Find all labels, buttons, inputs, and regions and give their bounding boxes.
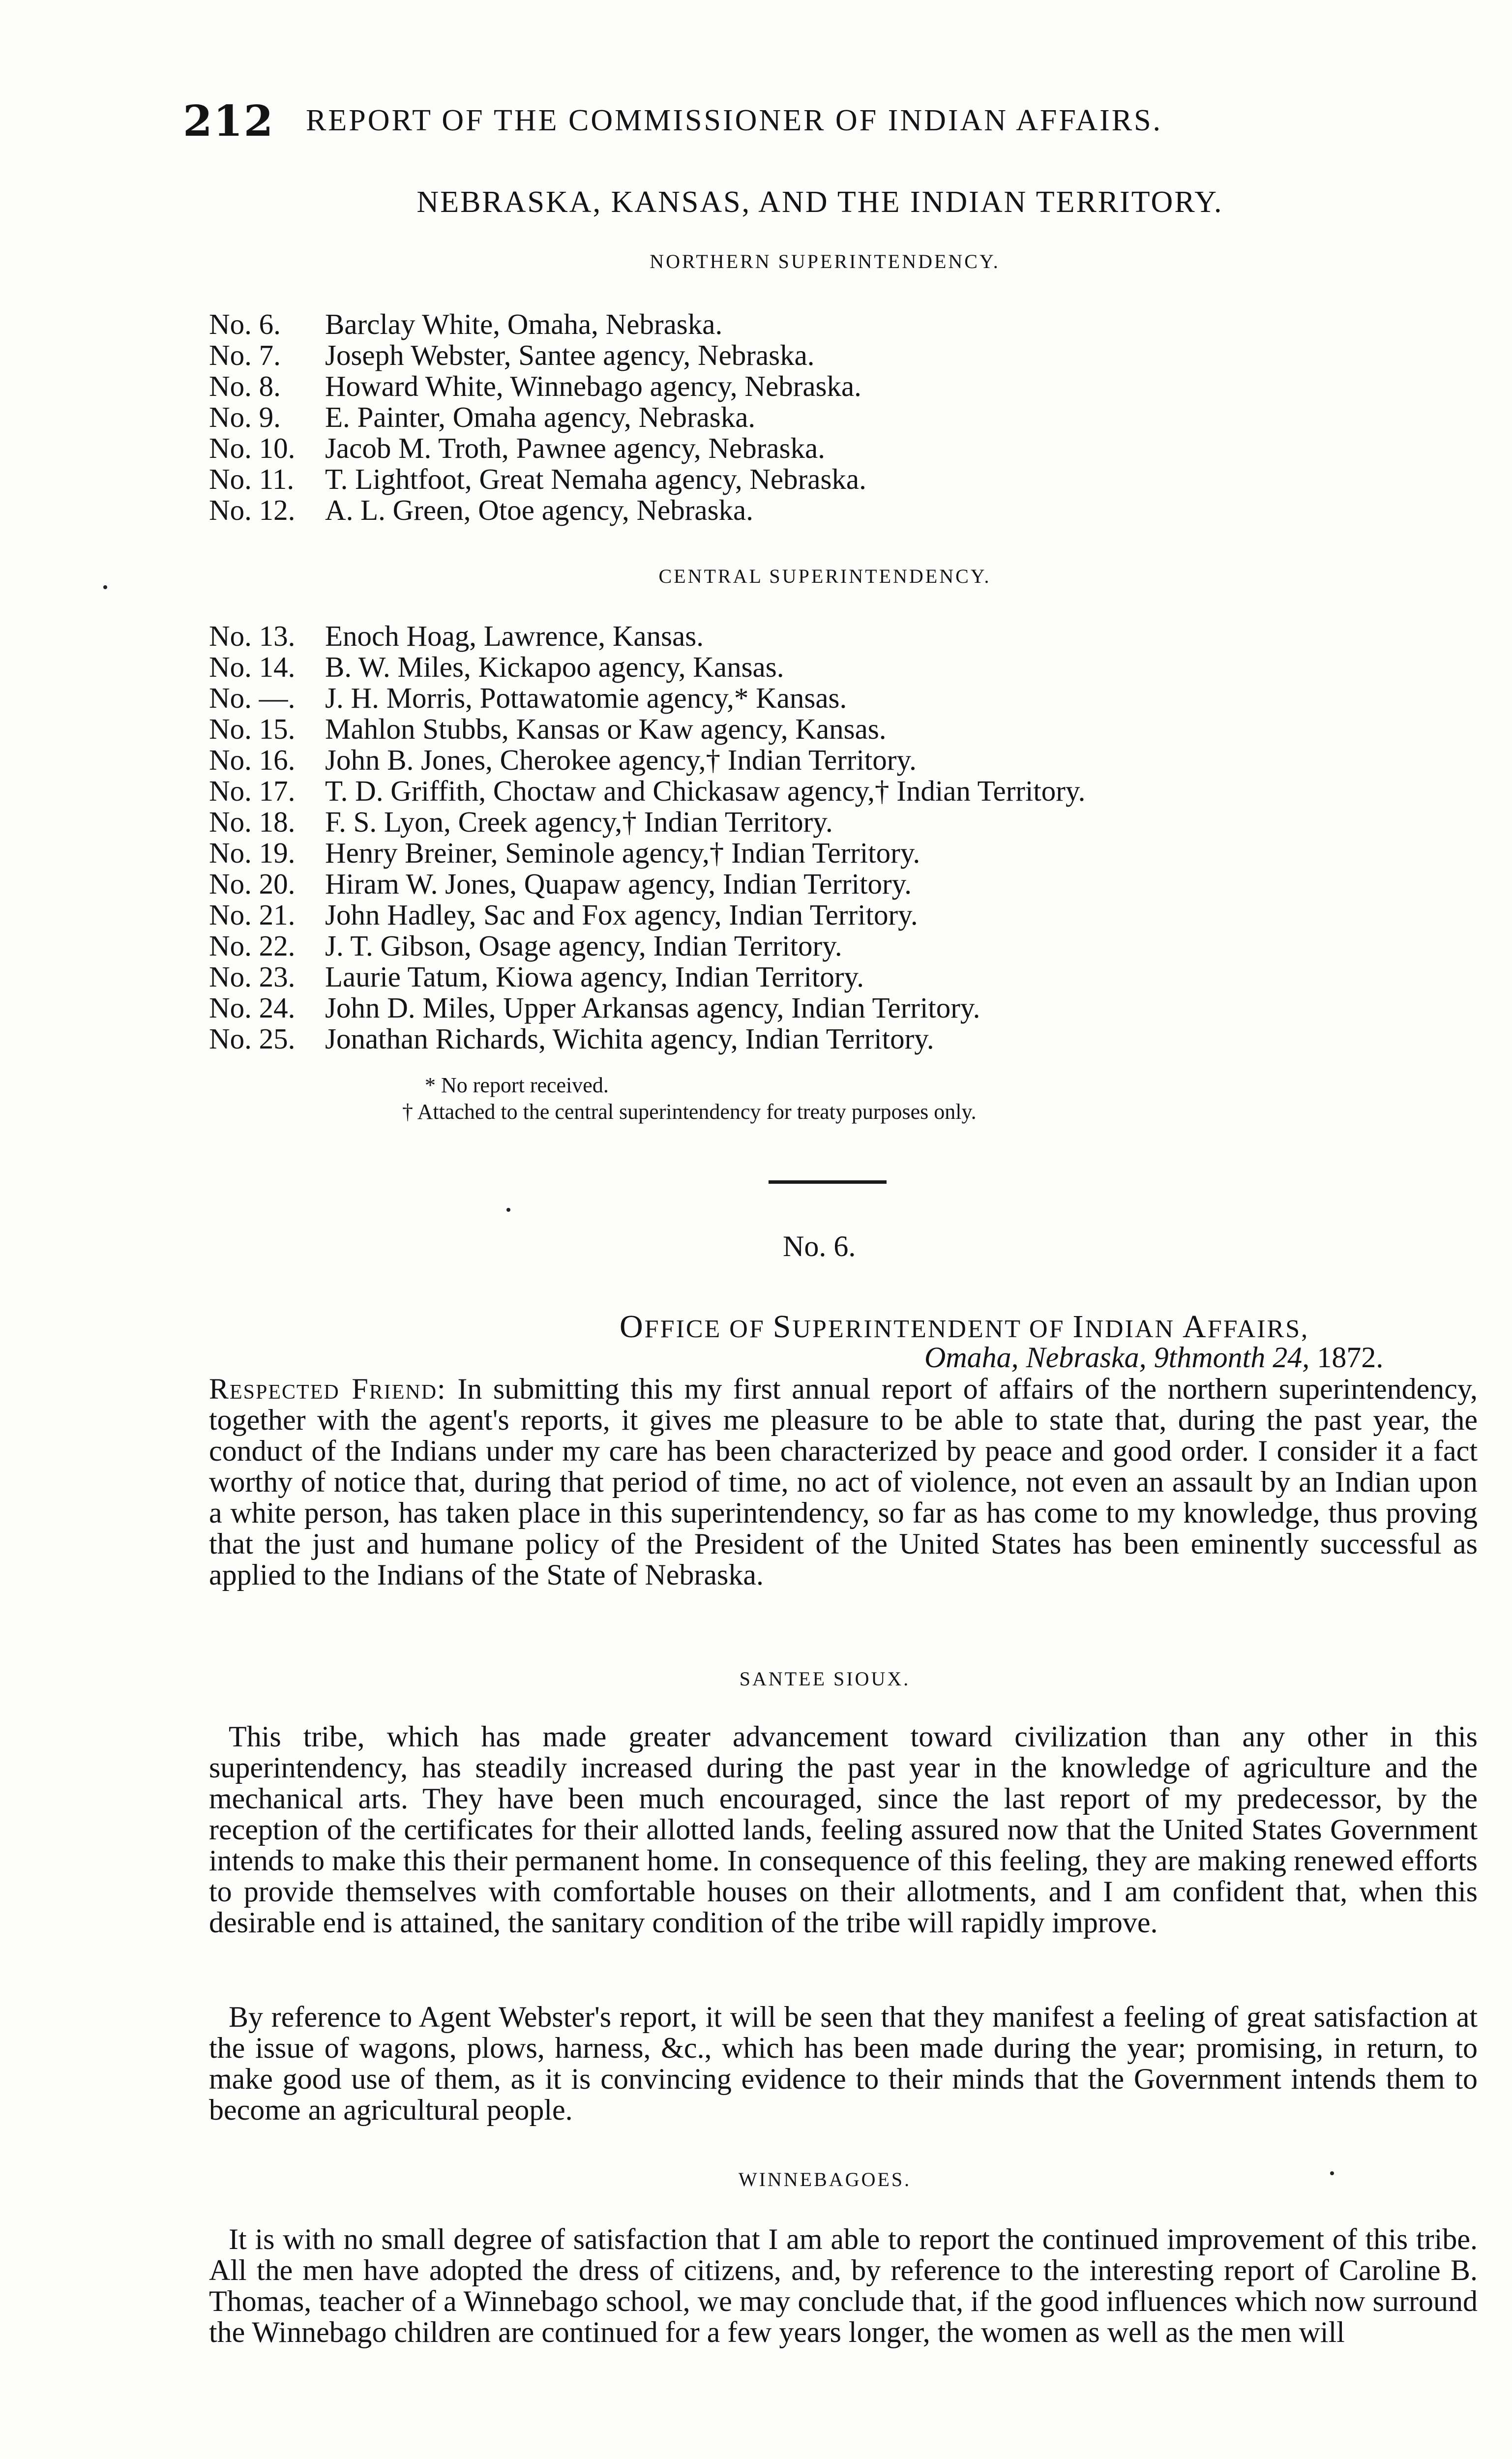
margin-speck bbox=[506, 1208, 510, 1212]
report-number: No. 21. bbox=[209, 899, 296, 931]
report-number: No. 24. bbox=[209, 991, 296, 1024]
office-initial: O bbox=[620, 1309, 645, 1345]
running-head-title: REPORT OF THE COMMISSIONER OF INDIAN AFFAIRS. bbox=[306, 104, 1163, 137]
list-item bbox=[209, 309, 866, 340]
report-entry: Jacob M. Troth, Pawnee agency, Nebraska. bbox=[325, 432, 825, 464]
report-entry: Howard White, Winnebago agency, Nebraska. bbox=[325, 370, 861, 402]
report-entry: A. L. Green, Otoe agency, Nebraska. bbox=[325, 494, 753, 526]
document-number: No. 6. bbox=[783, 1230, 856, 1262]
report-entry: J. H. Morris, Pottawatomie agency,* Kansas. bbox=[325, 682, 847, 714]
report-entry: Jonathan Richards, Wichita agency, Indian Territory. bbox=[325, 1022, 934, 1055]
report-number: No. 12. bbox=[209, 494, 296, 526]
report-entry: Joseph Webster, Santee agency, Nebraska. bbox=[325, 339, 815, 371]
dateline bbox=[924, 1341, 1383, 1375]
margin-speck bbox=[103, 585, 107, 589]
list-item bbox=[209, 745, 1085, 776]
list-item bbox=[209, 340, 866, 371]
list-item bbox=[209, 1023, 1085, 1054]
list-item bbox=[209, 961, 1085, 992]
list-item bbox=[209, 900, 1085, 930]
report-entry: T. Lightfoot, Great Nemaha agency, Nebraska. bbox=[325, 463, 866, 495]
report-entry: B. W. Miles, Kickapoo agency, Kansas. bbox=[325, 651, 784, 683]
dateline-place: Omaha, Nebraska, 9thmonth 24, bbox=[924, 1341, 1317, 1374]
report-entry: Henry Breiner, Seminole agency,† Indian Territory. bbox=[325, 837, 920, 869]
report-number: No. 16. bbox=[209, 744, 296, 776]
report-number: No. 18. bbox=[209, 806, 296, 838]
office-text: FFAIRS, bbox=[1207, 1315, 1309, 1343]
report-number: No. —. bbox=[209, 682, 296, 714]
salutation: Respected Friend: bbox=[209, 1373, 446, 1405]
office-text: NDIAN bbox=[1085, 1315, 1183, 1343]
northern-list bbox=[209, 309, 866, 526]
santee-paragraph-2: By reference to Agent Webster's report, it will be seen that they manifest a feeling of great satisfaction at the issue of wagons, plows, harness, &c., which has been made during the year; promising, in return, to make good use of them, as it is convincing evidence to their minds that the Government intends them to become an agricultural people. bbox=[209, 2001, 1478, 2126]
report-number: No. 22. bbox=[209, 930, 296, 962]
footnote-no-report: * No report received. bbox=[425, 1073, 609, 1097]
report-number: No. 25. bbox=[209, 1022, 296, 1055]
report-number: No. 17. bbox=[209, 775, 296, 807]
intro-paragraph bbox=[209, 1374, 1478, 1590]
report-number: No. 15. bbox=[209, 713, 296, 745]
section-divider bbox=[769, 1180, 887, 1184]
running-head bbox=[183, 96, 1353, 150]
office-heading bbox=[620, 1308, 1309, 1346]
office-text: UPERINTENDENT OF bbox=[792, 1315, 1073, 1343]
santee-sioux-heading: SANTEE SIOUX. bbox=[739, 1668, 911, 1690]
report-number: No. 9. bbox=[209, 401, 281, 433]
list-item bbox=[209, 930, 1085, 961]
footnotes bbox=[402, 1072, 977, 1125]
report-number: No. 7. bbox=[209, 339, 281, 371]
footnote-treaty-purposes: † Attached to the central superintendency for treaty purposes only. bbox=[402, 1100, 977, 1124]
report-number: No. 8. bbox=[209, 370, 281, 402]
report-number: No. 19. bbox=[209, 837, 296, 869]
list-item bbox=[209, 433, 866, 464]
list-item bbox=[209, 371, 866, 402]
report-entry: E. Painter, Omaha agency, Nebraska. bbox=[325, 401, 756, 433]
report-number: No. 11. bbox=[209, 463, 295, 495]
main-title: NEBRASKA, KANSAS, AND THE INDIAN TERRITORY. bbox=[416, 185, 1223, 219]
list-item bbox=[209, 838, 1085, 869]
list-item bbox=[209, 807, 1085, 838]
margin-speck bbox=[1330, 2171, 1334, 2175]
office-text: FFICE OF bbox=[644, 1315, 773, 1343]
list-item bbox=[209, 621, 1085, 652]
list-item bbox=[209, 464, 866, 495]
list-item bbox=[209, 683, 1085, 714]
dateline-year: 1872. bbox=[1317, 1341, 1384, 1374]
list-item bbox=[209, 402, 866, 433]
list-item bbox=[209, 776, 1085, 807]
list-item bbox=[209, 992, 1085, 1023]
office-initial: A bbox=[1183, 1309, 1208, 1345]
winnebagoes-paragraph-1: It is with no small degree of satisfaction that I am able to report the continued improvement of this tribe. All the men have adopted the dress of citizens, and, by reference to the interesting report of Caroline B. Thomas, teacher of a Winnebago school, we may conclude that, if the good influences which now surround the Winnebago children are continued for a few years longer, the women as well as the men will bbox=[209, 2223, 1478, 2348]
list-item bbox=[209, 652, 1085, 683]
intro-text: In submitting this my first annual report of affairs of the northern superintendency, together with the agent's reports, it gives me pleasure to be able to state that, during the past year, the conduct of the Indians under my care has been characterized by peace and good order. I consider it a fact worthy of notice that, during that period of time, no act of violence, not even an assault by an Indian upon a white person, has taken place in this superintendency, so far as has come to my knowledge, thus proving that the just and humane policy of the President of the United States has been eminently successful as applied to the Indians of the State of Nebraska. bbox=[209, 1373, 1478, 1591]
northern-superintendency-heading: NORTHERN SUPERINTENDENCY. bbox=[650, 250, 1000, 272]
list-item bbox=[209, 495, 866, 526]
office-initial: S bbox=[772, 1309, 793, 1345]
report-number: No. 23. bbox=[209, 960, 296, 993]
report-entry: J. T. Gibson, Osage agency, Indian Territory. bbox=[325, 930, 842, 962]
report-entry: Laurie Tatum, Kiowa agency, Indian Territory. bbox=[325, 960, 864, 993]
report-entry: John D. Miles, Upper Arkansas agency, Indian Territory. bbox=[325, 991, 980, 1024]
list-item bbox=[209, 869, 1085, 900]
report-entry: F. S. Lyon, Creek agency,† Indian Territory. bbox=[325, 806, 833, 838]
central-superintendency-heading: CENTRAL SUPERINTENDENCY. bbox=[658, 565, 991, 587]
report-number: No. 10. bbox=[209, 432, 296, 464]
report-number: No. 13. bbox=[209, 620, 296, 652]
report-number: No. 20. bbox=[209, 868, 296, 900]
santee-paragraph-1: This tribe, which has made greater advancement toward civilization than any other in this superintendency, has steadily increased during the past year in the knowledge of agriculture and the mechanical arts. They have been much encouraged, since the last report of my predecessor, by the reception of the certificates for their allotted lands, feeling assured now that the United States Government intends to make this their permanent home. In consequence of this feeling, they are making renewed efforts to provide themselves with comfortable houses on their allotments, and I am confident that, when this desirable end is attained, the sanitary condition of the tribe will rapidly improve. bbox=[209, 1720, 1478, 1939]
report-entry: T. D. Griffith, Choctaw and Chickasaw agency,† Indian Territory. bbox=[325, 775, 1086, 807]
report-number: No. 6. bbox=[209, 308, 281, 340]
list-item bbox=[209, 714, 1085, 745]
report-entry: John Hadley, Sac and Fox agency, Indian Territory. bbox=[325, 899, 918, 931]
report-entry: Enoch Hoag, Lawrence, Kansas. bbox=[325, 620, 704, 652]
report-entry: Hiram W. Jones, Quapaw agency, Indian Territory. bbox=[325, 868, 912, 900]
report-entry: Mahlon Stubbs, Kansas or Kaw agency, Kansas. bbox=[325, 713, 887, 745]
office-initial: I bbox=[1072, 1309, 1085, 1345]
winnebagoes-heading: WINNEBAGOES. bbox=[738, 2168, 912, 2190]
central-list bbox=[209, 621, 1085, 1054]
report-number: No. 14. bbox=[209, 651, 296, 683]
report-entry: Barclay White, Omaha, Nebraska. bbox=[325, 308, 723, 340]
page-number: 212 bbox=[183, 96, 274, 146]
report-entry: John B. Jones, Cherokee agency,† Indian Territory. bbox=[325, 744, 917, 776]
